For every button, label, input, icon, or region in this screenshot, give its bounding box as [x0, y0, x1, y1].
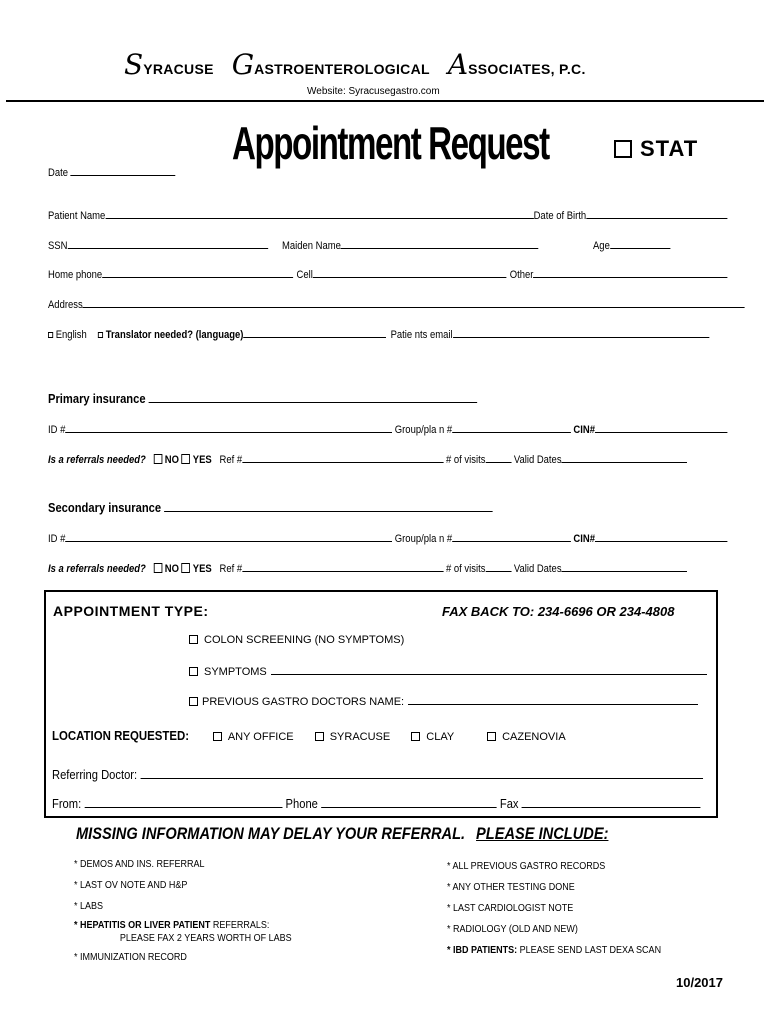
- cell-label: Cell: [296, 269, 313, 281]
- secondary-insurance-field[interactable]: [48, 500, 493, 515]
- age-line[interactable]: [610, 238, 670, 249]
- list-item-hepatitis: [74, 919, 292, 932]
- secondary-yes-checkbox[interactable]: [182, 563, 191, 573]
- option-colon-screening[interactable]: [189, 634, 404, 646]
- syracuse-label: SYRACUSE: [329, 731, 391, 743]
- address-field[interactable]: [48, 297, 745, 311]
- patients-email-label: Patie nts email: [390, 329, 453, 341]
- secondary-insurance-line[interactable]: [164, 501, 493, 512]
- primary-group-label: Group/pla n #: [394, 424, 453, 436]
- list-item: * DEMOS AND INS. REFERRAL: [74, 859, 205, 870]
- missing-info-heading: [76, 824, 608, 844]
- company-word-gastro: ASTROENTEROLOGICAL: [254, 61, 430, 77]
- stat-checkbox-row[interactable]: [614, 136, 698, 162]
- primary-valid-dates-line[interactable]: [562, 452, 688, 463]
- ssn-line[interactable]: [67, 238, 267, 249]
- previous-doctor-label: PREVIOUS GASTRO DOCTORS NAME:: [202, 696, 405, 708]
- patient-name-label: Patient Name: [48, 210, 106, 222]
- maiden-name-label: Maiden Name: [282, 240, 341, 252]
- referring-doctor-label: Referring Doctor:: [52, 767, 138, 782]
- secondary-yes-label: YES: [192, 563, 212, 575]
- header-divider: [6, 100, 764, 102]
- list-item: * ANY OTHER TESTING DONE: [447, 882, 575, 893]
- symptoms-checkbox[interactable]: [189, 667, 198, 676]
- primary-visits-line[interactable]: [485, 452, 511, 463]
- other-label: Other: [509, 269, 534, 281]
- clay-checkbox[interactable]: [411, 732, 420, 741]
- company-initial-a: A: [447, 48, 469, 81]
- stat-label: STAT: [640, 136, 699, 161]
- primary-id-row: [48, 422, 727, 436]
- company-name: [124, 48, 586, 80]
- fax-line[interactable]: [522, 795, 701, 808]
- secondary-group-line[interactable]: [452, 531, 571, 542]
- syracuse-checkbox[interactable]: [315, 732, 324, 741]
- maiden-name-line[interactable]: [341, 238, 539, 249]
- patients-email-line[interactable]: [453, 327, 709, 338]
- phone-label: Phone: [285, 796, 318, 811]
- secondary-group-label: Group/pla n #: [394, 533, 453, 545]
- from-line[interactable]: [85, 795, 283, 808]
- option-previous-doctor[interactable]: [189, 694, 698, 708]
- secondary-id-line[interactable]: [65, 531, 392, 542]
- hepatitis-bold: * HEPATITIS OR LIVER PATIENT: [74, 920, 211, 931]
- secondary-visits-label: # of visits: [446, 563, 486, 575]
- list-item: * IMMUNIZATION RECORD: [74, 952, 187, 963]
- primary-valid-dates-label: Valid Dates: [513, 454, 562, 466]
- primary-ref-label: Ref #: [219, 454, 243, 466]
- primary-id-line[interactable]: [65, 422, 392, 433]
- phone-line[interactable]: [321, 795, 496, 808]
- patient-name-field[interactable]: [48, 208, 727, 222]
- hepatitis-rest: REFERRALS:: [210, 920, 270, 931]
- referring-doctor-line[interactable]: [141, 766, 703, 779]
- secondary-no-label: NO: [164, 563, 179, 575]
- any-office-checkbox[interactable]: [213, 732, 222, 741]
- secondary-valid-dates-label: Valid Dates: [513, 563, 562, 575]
- home-phone-line[interactable]: [102, 267, 293, 278]
- page-title: Appointment Request: [232, 117, 549, 169]
- previous-doctor-line[interactable]: [408, 694, 698, 705]
- secondary-ref-line[interactable]: [242, 561, 443, 572]
- english-checkbox[interactable]: [48, 332, 53, 338]
- dob-line[interactable]: [586, 208, 727, 219]
- home-phone-label: Home phone: [48, 269, 103, 281]
- other-line[interactable]: [533, 267, 727, 278]
- appointment-type-label: APPOINTMENT TYPE:: [53, 603, 209, 619]
- age-label: Age: [593, 240, 610, 252]
- secondary-referral-row: [48, 561, 687, 575]
- secondary-cin-label: CIN#: [573, 533, 595, 545]
- translator-line[interactable]: [243, 327, 386, 338]
- home-phone-field[interactable]: [48, 267, 728, 281]
- location-row: [52, 728, 566, 743]
- primary-referral-row: [48, 452, 687, 466]
- colon-screening-label: COLON SCREENING (NO SYMPTOMS): [204, 634, 405, 646]
- cazenovia-checkbox[interactable]: [487, 732, 496, 741]
- primary-group-line[interactable]: [452, 422, 571, 433]
- option-symptoms[interactable]: [189, 664, 707, 678]
- dob-label: Date of Birth: [533, 210, 587, 222]
- secondary-valid-dates-line[interactable]: [562, 561, 688, 572]
- location-label: LOCATION REQUESTED:: [52, 728, 190, 743]
- list-item: * RADIOLOGY (OLD AND NEW): [447, 924, 578, 935]
- primary-insurance-field[interactable]: [48, 391, 477, 406]
- secondary-referral-question: Is a referrals needed?: [48, 563, 146, 575]
- secondary-ref-label: Ref #: [219, 563, 243, 575]
- primary-ref-line[interactable]: [242, 452, 443, 463]
- primary-yes-label: YES: [192, 454, 212, 466]
- clay-label: CLAY: [426, 731, 455, 743]
- missing-info-text: MISSING INFORMATION MAY DELAY YOUR REFERRAL.: [76, 824, 466, 843]
- company-initial-s: S: [124, 48, 144, 81]
- fax-back-label: FAX BACK TO: 234-6696 OR 234-4808: [442, 604, 675, 619]
- cell-line[interactable]: [313, 267, 507, 278]
- previous-doctor-checkbox[interactable]: [189, 697, 198, 706]
- from-label: From:: [52, 796, 82, 811]
- ibd-bold: * IBD PATIENTS:: [447, 945, 518, 956]
- primary-insurance-line[interactable]: [149, 392, 478, 403]
- date-label: Date: [48, 167, 68, 179]
- list-item-ibd: [447, 940, 661, 961]
- list-item: * LAST CARDIOLOGIST NOTE: [447, 903, 574, 914]
- missing-right-list: [447, 856, 661, 961]
- translator-label: Translator needed? (language): [105, 329, 244, 341]
- address-line[interactable]: [83, 297, 745, 308]
- company-initial-g: G: [231, 48, 255, 81]
- primary-yes-checkbox[interactable]: [182, 454, 191, 464]
- english-label: English: [55, 329, 87, 341]
- date-field[interactable]: [48, 165, 176, 179]
- symptoms-line[interactable]: [271, 664, 707, 675]
- secondary-id-label: ID #: [48, 533, 66, 545]
- any-office-label: ANY OFFICE: [227, 731, 294, 743]
- colon-screening-checkbox[interactable]: [189, 635, 198, 644]
- fax-label: Fax: [499, 796, 519, 811]
- translator-checkbox[interactable]: [98, 332, 103, 338]
- ibd-rest: PLEASE SEND LAST DEXA SCAN: [517, 945, 662, 956]
- company-word-syracuse: YRACUSE: [143, 61, 214, 77]
- primary-no-checkbox[interactable]: [154, 454, 163, 464]
- referring-doctor-field[interactable]: [52, 766, 703, 782]
- form-version: 10/2017: [676, 975, 723, 990]
- primary-insurance-title: Primary insurance: [48, 391, 146, 406]
- primary-cin-label: CIN#: [573, 424, 595, 436]
- language-row: [48, 327, 709, 341]
- patient-name-line[interactable]: [105, 208, 533, 219]
- maiden-name-field[interactable]: [282, 238, 539, 252]
- list-item: * LAST OV NOTE AND H&P: [74, 880, 188, 891]
- please-include-text: PLEASE INCLUDE:: [476, 824, 609, 843]
- age-field[interactable]: [593, 238, 670, 252]
- cazenovia-label: CAZENOVIA: [502, 731, 566, 743]
- primary-no-label: NO: [164, 454, 179, 466]
- list-item: * LABS: [74, 901, 104, 912]
- ssn-label: SSN: [48, 240, 68, 252]
- secondary-insurance-title: Secondary insurance: [48, 500, 162, 515]
- symptoms-label: SYMPTOMS: [204, 666, 267, 678]
- stat-checkbox[interactable]: [614, 140, 632, 158]
- ssn-field[interactable]: [48, 238, 268, 252]
- primary-id-label: ID #: [48, 424, 66, 436]
- from-row: [52, 795, 701, 811]
- hepatitis-sub: PLEASE FAX 2 YEARS WORTH OF LABS: [119, 933, 292, 944]
- primary-visits-label: # of visits: [446, 454, 486, 466]
- missing-left-list: [74, 854, 292, 968]
- primary-cin-line[interactable]: [595, 422, 727, 433]
- secondary-visits-line[interactable]: [485, 561, 511, 572]
- date-line[interactable]: [71, 165, 176, 176]
- list-item: * ALL PREVIOUS GASTRO RECORDS: [447, 861, 606, 872]
- address-label: Address: [48, 299, 83, 311]
- secondary-cin-line[interactable]: [595, 531, 727, 542]
- secondary-no-checkbox[interactable]: [154, 563, 163, 573]
- website: Website: Syracusegastro.com: [307, 86, 440, 97]
- secondary-id-row: [48, 531, 727, 545]
- company-word-associates: SSOCIATES, P.C.: [468, 61, 586, 77]
- primary-referral-question: Is a referrals needed?: [48, 454, 146, 466]
